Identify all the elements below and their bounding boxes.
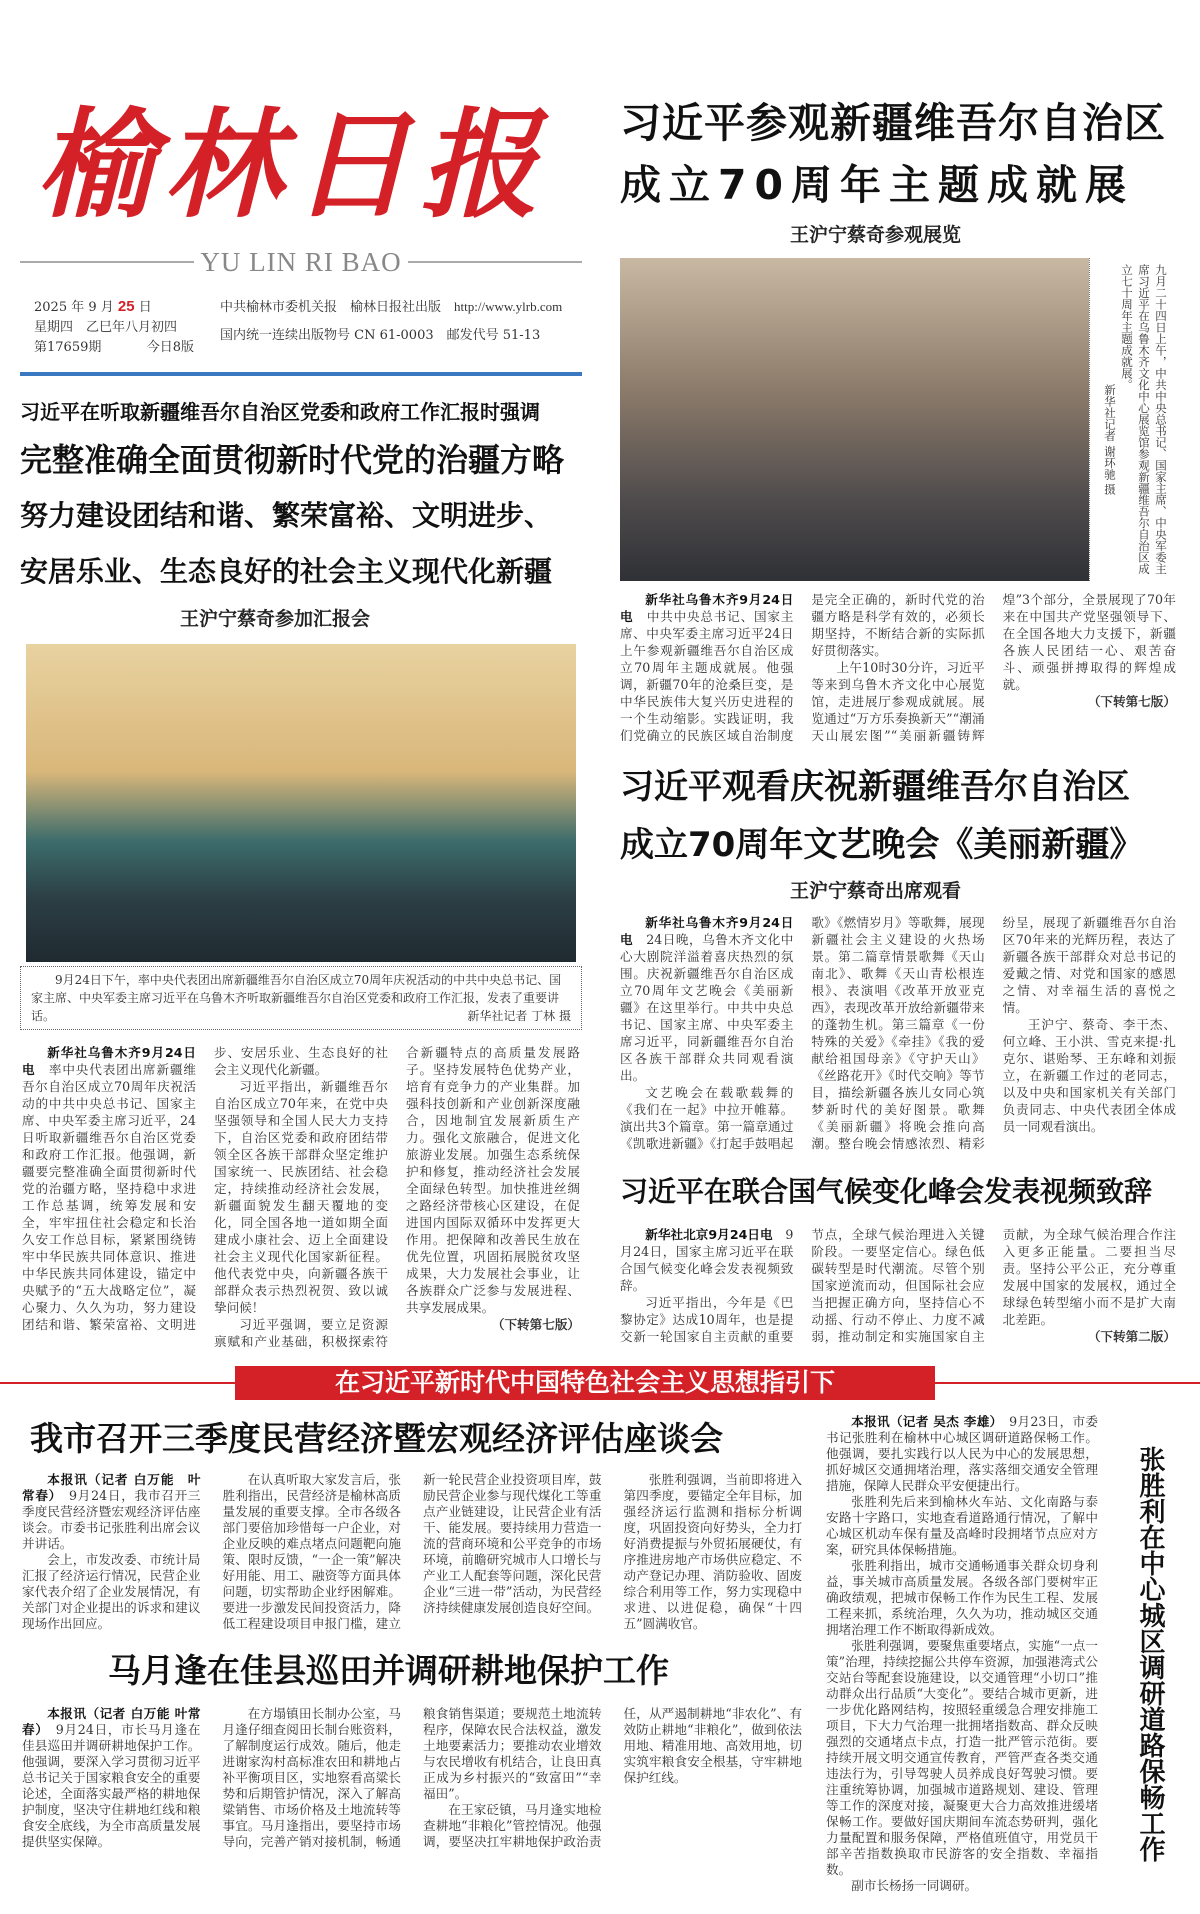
story2-body: [20, 1044, 582, 1350]
header-rule: [20, 372, 582, 376]
caption-text: 9月24日下午，率中央代表团出席新疆维吾尔自治区成立70周年庆祝活动的中共中央总书记、国家主席、中央军委主席习近平在乌鲁木齐听取新疆维吾尔自治区党委和政府工作汇报，发表了重要讲话。: [31, 973, 562, 1023]
dateline: 本报讯（记者 白万能 叶常春）: [22, 1706, 201, 1737]
paragraph-text: 在王家砭镇，马月逢实地检查耕地“非粮化”管控情况。他强调，要坚决扛牢耕地保护政治责任，从严遏制耕地“非农化”、有效防止耕地“非粮化”，做到依法用地、精准用地、高效用地，切实筑牢粮食安全根基，守牢耕地保护红线。: [423, 1706, 802, 1849]
masthead-logo: 榆林日报: [36, 95, 549, 234]
dateline: 本报讯（记者 白万能 叶常春）: [22, 1472, 201, 1503]
weekday-lunar: 星期四 乙巳年八月初四: [34, 320, 178, 335]
bottom-left-column: [22, 1414, 802, 1850]
issue-number-row: [34, 338, 194, 358]
dateline: 新华社北京9月24日电: [645, 1227, 773, 1242]
banner-text: 在习近平新时代中国特色社会主义思想指引下: [235, 1366, 935, 1400]
paragraph-text: 张胜利先后来到榆林火车站、文化南路与泰安路十字路口，实地查看道路通行情况，了解中心城区机动车保有量及高峰时段拥堵节点应对方案，研究具体保畅措施。: [826, 1494, 1098, 1557]
paragraph: [826, 1558, 1098, 1638]
story4-body: [620, 1226, 1176, 1345]
photo-credit: 新华社记者 丁林 摄: [467, 1009, 571, 1023]
story1-headline[interactable]: [620, 92, 1176, 216]
dateline: 新华社乌鲁木齐9月24日电: [22, 1045, 196, 1077]
date-day: 25: [117, 298, 135, 315]
headline-line: 成立70周年主题成就展: [620, 161, 1135, 209]
story3-body: [620, 914, 1176, 1152]
paragraph-text: 张胜利强调，当前即将进入第四季度，要锚定全年目标，加强经济运行监测和指标分析调度，巩固投资向好势头，全力打好消费提振与外贸拓展硬仗，有序推进房地产市场供应稳定、不动产登记办理、消防验收、固废综合利用等工作，努力实现稳中求进、以进促稳，确保“十四五”圆满收官。: [623, 1472, 802, 1631]
issue-number: 第17659期: [34, 340, 102, 355]
publisher-info: [220, 297, 582, 358]
story2-kicker: 习近平在听取新疆维吾尔自治区党委和政府工作汇报时强调: [20, 400, 540, 424]
paragraph-text: 王沪宁、蔡奇、李干杰、何立峰、王小洪、雪克来提·扎克尔、谌贻琴、王东峰和刘振立，在新疆工作过的老同志，以及中央和国家机关有关部门负责同志、中央代表团全体成员一同观看演出。: [1002, 1017, 1176, 1134]
headline-line: 习近平参观新疆维吾尔自治区: [620, 99, 1166, 147]
story3-headline[interactable]: [620, 758, 1176, 874]
continued-on-link[interactable]: （下转第七版）: [491, 1317, 580, 1332]
paragraph-text: 张胜利指出，城市交通畅通事关群众切身利益，事关城市高质量发展。各级各部门要树牢正确政绩观，把城市保畅工作作为民生工程、发展工程来抓，系统治理，久久为功，推动城区交通拥堵治理工作不断取得新成效。: [826, 1558, 1098, 1637]
pinyin-text: YU LIN RI BAO: [200, 246, 402, 277]
local2-body: [22, 1706, 802, 1850]
cn-number: 国内统一连续出版物号 CN 61-0003 邮发代号 51-13: [220, 328, 541, 343]
paragraph: [826, 1638, 1098, 1878]
date-prefix: 2025 年 9 月: [34, 300, 114, 315]
paragraph-text: 张胜利强调，要聚焦重要堵点，实施“一点一策”治理，持续挖掘公共停车资源，加强港湾式公交站台等配套设施建设，以交通管理“小切口”推动群众出行品质“大变化”。要结合城市更新，进一步优化路网结构，按照轻重缓急合理安排施工项目，下大力气治理一批拥堵指数高、群众反映强烈的交通堵点卡点，打造一批严管示范街。要持续开展文明交通宣传教育，严管严查各类交通违法行为，引导驾驶人员养成良好驾驶习惯。要注重统筹协调，加强城市道路规划、建设、管理等工作的深度对接，凝聚更大合力高效推进缓堵保畅工作。要做好国庆期间车流态势研判，强化力量配置和服务保障，严格值班值守，用党员干部辛苦指数换取市民游客的安全指数、幸福指数。: [826, 1638, 1098, 1877]
paragraph-text: 副市长杨扬一同调研。: [851, 1878, 978, 1893]
local1-body: [22, 1472, 802, 1632]
paragraph-text: 24日晚，乌鲁木齐文化中心大剧院洋溢着喜庆热烈的氛围。庆祝新疆维吾尔自治区成立70周年文艺晚会《美丽新疆》在这里举行。中共中央总书记、国家主席、中央军委主席习近平，同新疆维吾尔自治区各族干部群众共同观看演出。: [620, 932, 794, 1083]
paragraph: [620, 1226, 793, 1294]
paragraph: [826, 1494, 1098, 1558]
masthead-pinyin: [20, 247, 582, 277]
paragraph: [22, 1472, 201, 1552]
paragraph-text: 9月24日，我市召开三季度民营经济暨宏观经济评估座谈会。市委书记张胜利出席会议并讲话。: [22, 1488, 201, 1551]
photo-credit: 新华社记者 谢环驰 摄: [1103, 384, 1117, 495]
paragraph-text: 文艺晚会在载歌载舞的《我们在一起》中拉开帷幕。演出共3个篇章。第一篇章通过《凯歌进新疆》《打起手鼓唱起歌》《燃情岁月》等歌舞，展现新疆社会主义建设的火热场景。第二篇章情景歌舞《天山南北》、歌舞《天山青松根连根》、表演唱《改革开放亚克西》，表现改革开放给新疆带来的蓬勃生机。第三篇章《一份特殊的关爱》《牵挂》《我的爱献给祖国母亲》《守护天山》《丝路花开》《时代交响》等节目，描绘新疆各族儿女同心筑梦新时代的美好图景。歌舞《美丽新疆》将晚会推向高潮。整台晚会情感浓烈、精彩纷呈，展现了新疆维吾尔自治区70年来的光辉历程，表达了新疆各族干部群众对总书记的爱戴之情、对党和国家的感恩之情、对幸福生活的喜悦之情。: [620, 915, 1176, 1151]
dateline: 新华社乌鲁木齐9月24日电: [620, 915, 794, 947]
paragraph: [620, 914, 793, 1084]
paragraph: [214, 1078, 388, 1316]
headline-line: 安居乐业、生态良好的社会主义现代化新疆: [20, 555, 553, 588]
paragraph: [22, 1552, 201, 1632]
paragraph-text: 在认真听取大家发言后，张胜利指出，民营经济是榆林高质量发展的重要支撑。全市各级各部门要倍加珍惜每一户企业，对企业反映的难点堵点问题靶向施策、限时反馈，“一企一策”解决好用能、用工、融资等方面具体问题，切实帮助企业纾困解难。要进一步激发民间投资活力，降低工程建设项目申报门槛，建立新一轮民营企业投资项目库，鼓励民营企业参与现代煤化工等重点产业链建设，让民营企业有活干、能发展。要持续用力营造一流的营商环境和公平竞争的市场环境，前瞻研究城市人口增长与产业工人配套等问题，深化民营企业“三进一带”活动，为民营经济持续健康发展创造良好空间。: [222, 1472, 602, 1631]
bottom-right-column: [826, 1414, 1180, 1894]
issue-info: [34, 297, 194, 358]
headline-line: 习近平观看庆祝新疆维吾尔自治区: [620, 767, 1130, 807]
left-column: [20, 0, 582, 1350]
story4-headline[interactable]: 习近平在联合国气候变化峰会发表视频致辞: [620, 1175, 1153, 1208]
paragraph-text: 上午10时30分许，习近平等来到乌鲁木齐文化中心展览馆，走进展厅参观成就展。展览通过“万方乐奏换新天”“潮涌天山展宏图”“美丽新疆铸辉煌”3个部分，全景展现了70年来在中国共产党坚强领导下、在全国各地大力支援下，新疆各族人民团结一心、艰苦奋斗、顽强拼搏取得的辉煌成就。: [811, 592, 1176, 743]
caption-text: 九月二十四日上午，中共中央总书记、国家主席、中央军委主席习近平在乌鲁木齐文化中心展览馆参观新疆维吾尔自治区成立七十周年主题成就展。: [1120, 264, 1168, 575]
photo-work-report: [26, 644, 576, 962]
photo-exhibition: [620, 258, 1173, 581]
issue-date: [34, 297, 194, 318]
photo-caption-vertical: [1089, 258, 1173, 581]
local3-body: [826, 1414, 1098, 1894]
paragraph-text: 率中央代表团出席新疆维吾尔自治区成立70周年庆祝活动的中共中央总书记、国家主席、中央军委主席习近平，24日听取新疆维吾尔自治区党委和政府工作汇报。他强调，新疆要完整准确全面贯彻新时代党的治疆方略，坚持稳中求进工作总基调，统筹发展和安全，牢牢扭住社会稳定和长治久安工作总目标，紧紧围绕铸牢中华民族共同体意识、推进中华民族共同体建设，锚定中央赋予的“五大战略定位”，凝心聚力、久久为功，努力建设团结和谐、繁荣富裕、文明进步、安居乐业、生态良好的社会主义现代化新疆。: [22, 1045, 388, 1332]
headline-line: 成立70周年文艺晚会《美丽新疆》: [620, 825, 1144, 865]
section-banner: [0, 1366, 1200, 1402]
local1-headline[interactable]: 我市召开三季度民营经济暨宏观经济评估座谈会: [30, 1419, 723, 1458]
story3-subhead: 王沪宁蔡奇出席观看: [790, 880, 962, 902]
issue-meta: [20, 297, 582, 358]
paragraph-text: 9月24日，市长马月逢在佳县巡田并调研耕地保护工作。他强调，要深入学习贯彻习近平总书记关于国家粮食安全的重要论述，全面落实最严格的耕地保护制度，坚决守住耕地红线和粮食安全底线，为全市高质量发展提供坚实保障。: [22, 1722, 201, 1849]
story2-headline[interactable]: [20, 432, 582, 600]
paragraph: [223, 1472, 602, 1632]
paragraph-text: 中共中央总书记、国家主席、中央军委主席习近平24日上午参观新疆维吾尔自治区成立70周年主题成就展。他强调，新疆70年的沧桑巨变，是中华民族伟大复兴历史进程的一个生动缩影。实践证明，我们党确立的民族区域自治制度是完全正确的，新时代党的治疆方略是科学有效的，必须长期坚持，不断结合新的实际抓好贯彻落实。: [620, 592, 985, 743]
paragraph-text: 习近平指出，今年是《巴黎协定》达成10周年，也是提交新一轮国家自主贡献的重要节点，全球气候治理进入关键阶段。一要坚定信心。绿色低碳转型是时代潮流。尽管个别国家逆流而动，但国际社会应当把握正确方向，坚持信心不动摇、行动不停止、力度不减弱，推动制定和实施国家自主贡献，为全球气候治理合作注入更多正能量。二要担当尽责。坚持公平公正，充分尊重发展中国家的发展权，通过全球绿色转型缩小而不是扩大南北差距。: [620, 1227, 1176, 1344]
publisher: 中共榆林市委机关报 榆林日报社出版: [220, 300, 442, 315]
paragraph-text: 在方塌镇田长制办公室，马月逢仔细查阅田长制台账资料，了解制度运行成效。随后，他走进谢家沟村高标准农田和耕地占补平衡项目区，实地察看高粱长势和后期管护情况，深入了解高粱销售、市场价格及土地流转等事宜。马月逢指出，要坚持市场导向，完善产销对接机制，畅通粮食销售渠道；要规范土地流转程序，保障农民合法权益，激发土地要素活力；要推动农业增效与农民增收有机结合，让良田真正成为乡村振兴的“致富田”“幸福田”。: [222, 1706, 602, 1849]
headline-line: 努力建设团结和谐、繁荣富裕、文明进步、: [20, 499, 553, 532]
story1-body: [620, 591, 1176, 744]
website-link[interactable]: http://www.ylrb.com: [454, 299, 563, 314]
paragraph: [1003, 1016, 1176, 1135]
paragraph: [826, 1878, 1098, 1894]
local3-headline[interactable]: 张胜利在中心城区调研道路保畅工作: [1135, 1446, 1165, 1862]
paragraph: [22, 1706, 201, 1850]
local2-headline[interactable]: 马月逢在佳县巡田并调研耕地保护工作: [108, 1651, 669, 1690]
story2-subhead: 王沪宁蔡奇参加汇报会: [180, 608, 371, 630]
date-suffix: 日: [138, 300, 152, 315]
continued-on-link[interactable]: （下转第二版）: [1087, 1329, 1176, 1344]
page-count: 今日8版: [146, 340, 194, 355]
paragraph-text: 9月24日，国家主席习近平在联合国气候变化峰会发表视频致辞。: [620, 1227, 794, 1293]
headline-line: 完整准确全面贯彻新时代党的治疆方略: [20, 441, 565, 479]
continued-on-link[interactable]: （下转第七版）: [1087, 694, 1176, 709]
paragraph-text: 习近平强调，要立足资源禀赋和产业基础，积极探索符合新疆特点的高质量发展路子。坚持发展特色优势产业，培育有竞争力的产业集群。加强科技创新和产业创新深度融合，因地制宜发展新质生产力。强化文旅融合，促进文化旅游业发展。加强生态系统保护和修复，推动经济社会发展全面绿色转型。加快推进丝绸之路经济带核心区建设，在促进国内国际双循环中发挥更大作用。把保障和改善民生放在优先位置，巩固拓展脱贫攻坚成果，大力发展社会事业，让各族群众广泛参与发展进程、共享发展成果。: [214, 1045, 580, 1349]
paragraph: [826, 1414, 1098, 1494]
paragraph-text: 习近平指出，新疆维吾尔自治区成立70年来，在党中央坚强领导和全国人民大力支持下，自治区党委和政府团结带领全区各族干部群众坚定维护国家统一、民族团结、社会稳定，持续推动经济社会发展，新疆面貌发生翻天覆地的变化，同全国各地一道如期全面建成小康社会、迈上全面建设社会主义现代化国家新征程。他代表党中央，向新疆各族干部群众表示热烈祝贺、致以诚挚问候！: [214, 1079, 388, 1315]
dateline: 本报讯（记者 吴杰 李雄）: [851, 1414, 997, 1429]
paragraph-text: 9月23日，市委书记张胜利在榆林中心城区调研道路保畅工作。他强调，要扎实践行以人民为中心的发展思想，抓好城区交通拥堵治理，落实落细交通安全管理措施，保障人民群众平安便捷出行。: [826, 1414, 1098, 1493]
story1-subhead: 王沪宁蔡奇参观展览: [790, 224, 962, 246]
bottom-section: [0, 1414, 1200, 1914]
story2-photo-caption: [20, 966, 582, 1030]
paragraph: [624, 1472, 803, 1632]
right-column: [620, 0, 1176, 1345]
dateline: 新华社乌鲁木齐9月24日电: [620, 592, 794, 624]
paragraph-text: 会上，市发改委、市统计局汇报了经济运行情况，民营企业家代表介绍了企业发展情况，有关部门对企业提出的诉求和建议现场作出回应。: [22, 1552, 201, 1631]
